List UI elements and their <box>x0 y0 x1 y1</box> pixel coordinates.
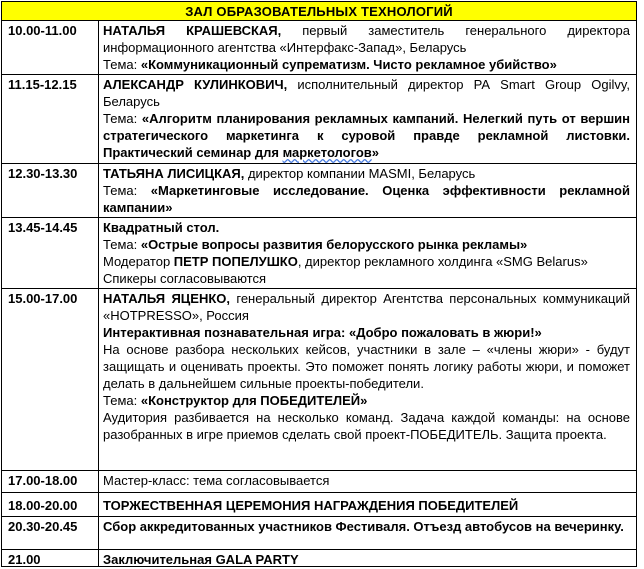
schedule-row <box>2 470 636 493</box>
session-theme: «Острые вопросы развития белорусского рынка рекламы» <box>140 237 528 252</box>
schedule-row <box>2 288 636 471</box>
schedule-table <box>1 21 637 567</box>
time-slot: 11.15-12.15 <box>8 77 77 92</box>
session-content: ТОРЖЕСТВЕННАЯ ЦЕРЕМОНИЯ НАГРАЖДЕНИЯ ПОБЕДИТЕЛЕЙ <box>103 498 519 513</box>
schedule-row <box>2 163 636 218</box>
session-heading: Квадратный стол. <box>103 220 220 235</box>
speaker-info: генеральный директор Агентства персональных коммуникаций «HOTPRESSO», Россия <box>103 291 630 323</box>
session-content <box>103 219 630 287</box>
session-content: Заключительная GALA PARTY <box>103 552 299 567</box>
theme-prefix: Тема: <box>103 237 141 252</box>
speaker-info: первый заместитель генерального директора информационного агентства «Интерфакс-Запад», Беларусь <box>103 23 630 55</box>
session-theme: «Коммуникационный супрематизм. Чисто рекламное убийство» <box>140 57 557 72</box>
game-description: На основе разбора нескольких кейсов, участники в зале – «члены жюри» - будут защищать и оценивать проекты. Это поможет понять логику работы жюри, и поможет делать в дальнейшем сильные проекты-победители. <box>103 342 630 391</box>
time-slot: 10.00-11.00 <box>8 23 77 38</box>
time-slot: 15.00-17.00 <box>8 291 78 306</box>
time-slot: 20.30-20.45 <box>8 519 78 534</box>
moderator-info: , директор рекламного холдинга «SMG Belarus» <box>297 254 588 269</box>
time-slot: 18.00-20.00 <box>8 498 78 513</box>
schedule-row <box>2 492 636 517</box>
moderator-label: Модератор <box>103 254 174 269</box>
speakers-note: Спикеры согласовываются <box>103 271 267 286</box>
theme-description: Аудитория разбивается на несколько команд. Задача каждой команды: на основе разобранных в игре приемов сделать свой проект-ПОБЕДИТЕЛЬ. Защита проекта. <box>103 410 630 442</box>
session-content <box>103 290 630 443</box>
session-theme: «Маркетинговые исследование. Оценка эффективности рекламной кампании» <box>103 183 630 215</box>
time-slot: 13.45-14.45 <box>8 220 78 235</box>
time-slot: 12.30-13.30 <box>8 166 78 181</box>
speaker-info: директор компании MASMI, Беларусь <box>244 166 476 181</box>
session-theme: «Конструктор для ПОБЕДИТЕЛЕЙ» <box>140 393 368 408</box>
session-theme: «Алгоритм планирования рекламных кампаний. Нелегкий путь от вершин стратегического маркетинга к суровой правде рекламной листовки. Практический семинар для <box>103 111 630 160</box>
speaker-name: НАТАЛЬЯ КРАШЕВСКАЯ, <box>103 23 282 38</box>
session-content <box>103 22 630 73</box>
theme-prefix: Тема: <box>103 393 141 408</box>
schedule-row <box>2 74 636 164</box>
schedule-row <box>2 217 636 289</box>
session-theme-end: » <box>371 145 379 160</box>
speaker-name: ТАТЬЯНА ЛИСИЦКАЯ, <box>103 166 245 181</box>
speaker-name: АЛЕКСАНДР КУЛИНКОВИЧ, <box>103 77 288 92</box>
game-title: Интерактивная познавательная игра: «Добро пожаловать в жюри!» <box>103 325 542 340</box>
speaker-info: исполнительный директор РА Smart Group Ogilvy, Беларусь <box>103 77 631 109</box>
session-content: Сбор аккредитованных участников Фестиваля. Отъезд автобусов на вечеринку. <box>103 519 624 534</box>
time-slot: 21.00 <box>8 552 41 567</box>
time-slot: 17.00-18.00 <box>8 473 78 488</box>
session-content <box>103 165 630 216</box>
schedule-row <box>2 516 636 550</box>
hall-title: ЗАЛ ОБРАЗОВАТЕЛЬНЫХ ТЕХНОЛОГИЙ <box>1 1 637 21</box>
session-content: Мастер-класс: тема согласовывается <box>103 473 330 488</box>
session-theme-tail: маркетологов <box>282 145 372 160</box>
moderator-name: ПЕТР ПОПЕЛУШКО <box>173 254 298 269</box>
theme-prefix: Тема: <box>103 111 142 126</box>
schedule-row <box>2 21 636 74</box>
session-content <box>103 76 630 161</box>
theme-prefix: Тема: <box>103 57 141 72</box>
theme-prefix: Тема: <box>103 183 151 198</box>
speaker-name: НАТАЛЬЯ ЯЦЕНКО, <box>103 291 231 306</box>
schedule-row <box>2 549 636 568</box>
